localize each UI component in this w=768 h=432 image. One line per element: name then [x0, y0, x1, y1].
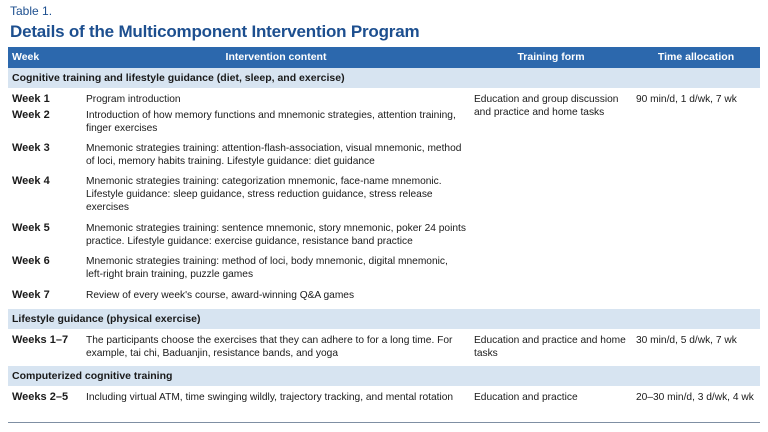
- table-title: Details of the Multicomponent Intervention Program: [10, 22, 420, 41]
- time-allocation-cell: 30 min/d, 5 d/wk, 7 wk: [636, 335, 737, 346]
- section-title: Lifestyle guidance (physical exercise): [8, 309, 760, 329]
- week-cell: Week 1: [12, 93, 50, 105]
- intervention-table: [8, 47, 760, 410]
- training-form-cell: Education and practice and home tasks: [474, 335, 626, 359]
- week-cell: Week 6: [12, 255, 50, 267]
- training-form-cell: Education and group discussion and practice and home tasks: [474, 94, 619, 118]
- training-form-cell: Education and practice: [474, 392, 578, 403]
- content-cell: Mnemonic strategies training: method of loci, body mnemonic, digital mnemonic, left-right brain training, puzzle games: [86, 256, 448, 280]
- week-cell: Week 2: [12, 109, 50, 121]
- header-training-form: Training form: [470, 47, 632, 68]
- table-bottom-rule: [8, 422, 760, 423]
- section-row: [8, 366, 760, 386]
- week-cell: Week 4: [12, 175, 50, 187]
- week-cell: Week 5: [12, 222, 50, 234]
- section-row: [8, 68, 760, 88]
- section-title: Computerized cognitive training: [8, 366, 760, 386]
- content-cell: Including virtual ATM, time swinging wildly, trajectory tracking, and mental rotation: [86, 392, 454, 403]
- table-label: Table 1.: [10, 4, 53, 18]
- table-row: [8, 386, 760, 410]
- week-cell: Week 3: [12, 142, 50, 154]
- header-week: Week: [8, 47, 82, 68]
- header-row: [8, 47, 760, 68]
- time-allocation-cell: 90 min/d, 1 d/wk, 7 wk: [636, 94, 737, 105]
- header-content: Intervention content: [82, 47, 470, 68]
- time-allocation-cell: 20–30 min/d, 3 d/wk, 4 wk: [636, 392, 754, 403]
- section-row: [8, 309, 760, 329]
- week-cell: Weeks 1–7: [12, 334, 69, 346]
- content-cell: The participants choose the exercises that they can adhere to for a long time. For example, tai chi, Baduanjin, resistance bands, and yoga: [86, 335, 453, 359]
- week-cell: Week 7: [12, 289, 50, 301]
- header-time-allocation: Time allocation: [632, 47, 760, 68]
- content-cell: Mnemonic strategies training: categorization mnemonic, face-name mnemonic. Lifestyle guidance: sleep guidance, stress reduction guidance, stress release exercises: [86, 176, 442, 213]
- week-cell: Weeks 2–5: [12, 391, 69, 403]
- section-title: Cognitive training and lifestyle guidance (diet, sleep, and exercise): [8, 68, 760, 88]
- table-row: [8, 88, 760, 109]
- table-row: [8, 329, 760, 366]
- content-cell: Review of every week's course, award-winning Q&A games: [86, 290, 355, 301]
- content-cell: Mnemonic strategies training: attention-flash-association, visual mnemonic, method of loci, memory habits training. Lifestyle guidance: diet guidance: [86, 143, 462, 167]
- content-cell: Program introduction: [86, 94, 181, 105]
- content-cell: Mnemonic strategies training: sentence mnemonic, story mnemonic, poker 24 points practice. Lifestyle guidance: exercise guidance, resistance band practice: [86, 223, 466, 247]
- content-cell: Introduction of how memory functions and mnemonic strategies, attention training, finger exercises: [86, 110, 456, 134]
